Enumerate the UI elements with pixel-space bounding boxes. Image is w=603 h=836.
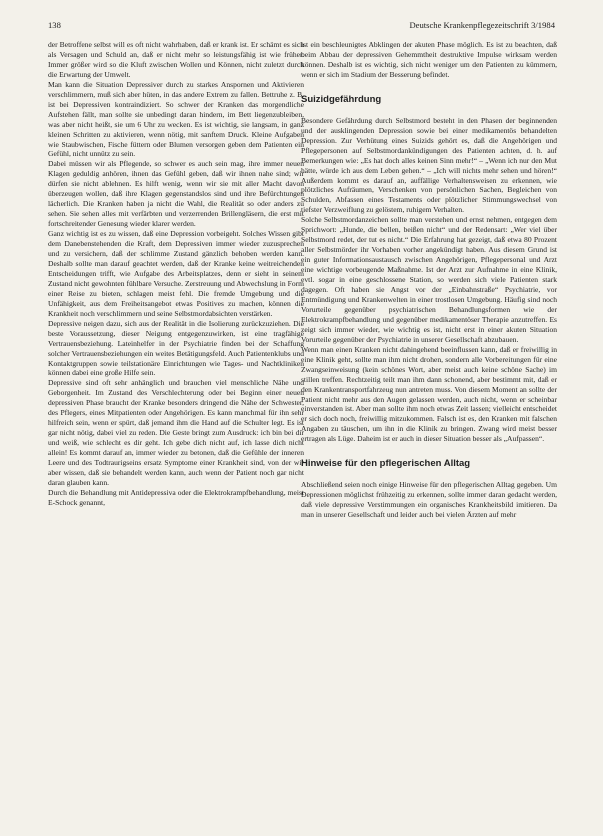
paragraph: Depressive sind oft sehr anhänglich und brauchen viel menschliche Nähe und Geborgenheit. Im Zustand des Verschlechterung oder bei Beginn einer neuen depressiven Phase braucht der Kranke besonders dringend die Nähe der Schwester, des Pflegers, eines Mitpatienten oder Angehörigen. Es kann manchmal für ihn sehr hilfreich sein, wenn er spürt, daß jemand ihm die Hand auf die Schulter legt. Es ist gar nicht nötig, dabei viel zu reden. Die Geste bringt zum Ausdruck: ich bin bei dir und weiß, wie schlecht es dir geht. Ich gebe dich nicht auf, ich lasse dich nicht allein! Es kommt darauf an, immer wieder zu betonen, daß die Gefühle der inneren Leere und des Todtraurigseins ersatz Symptome einer Krankheit sind, von der wir aber wissen, daß sie behandelt werden kann, auch wenn der Patient noch gar nicht daran glauben kann. — [48, 378, 304, 487]
paragraph: Solche Selbstmordanzeichen sollte man verstehen und ernst nehmen, entgegen dem Sprichwort: „Hunde, die bellen, beißen nicht“ und der Redensart: „Wer viel über Selbstmord redet, der tut es nicht.“ Die Erfahrung hat gezeigt, daß etwa 80 Prozent aller Selbstmörder ihr Vorhaben vorher angekündigt haben. Aus diesem Grund ist ein guter Informationsaustausch zwischen Angehörigen, Pflegepersonal und Arzt eine wichtige vorbeugende Maßnahme. Ist der Arzt zur Aufnahme in eine Klinik, evtl. sogar in eine geschlossene Station, so werden sich viele Patienten stark dagegen. Oft haben sie Angst vor der „Einbahnstraße“ Psychiatrie, vor Entmündigung und Krankenwelten in einer trostlosen Umgebung. Häufig sind noch Vorurteile gegenüber psychiatrischen Behandlungsformen wie der Elektrokrampfbehandlung und gegenüber medikamentöser Therapie anzutreffen. Es zeigt sich immer wieder, wie wichtig es ist, nicht erst in einer akuten Situation Vorurteile gegenüber der Psychiatrie in unserer Gesellschaft abzubauen. — [301, 215, 557, 344]
paragraph: Man kann die Situation Depressiver durch zu starkes Anspornen und Aktivieren verschlimmern, muß sich aber hüten, in das andere Extrem zu fallen. Bettruhe z. B. ist bei Depressiven kontraindiziert. So schwer der Kranken das morgendliche Aufstehen fällt, man sollte sie unbedingt daran hindern, im Bett liegenzubleiben, was aber nicht heißt, sie um 6 Uhr zu wecken. Es ist wichtig, sie langsam, in ganz kleinen Schritten zu aktivieren, wenn nötig, mit sanftem Druck. Kleine Aufgaben wie Staubwischen, Fische füttern oder Blumen versorgen geben dem Patienten ein Gefühl, nicht unnütz zu sein. — [48, 79, 304, 159]
page-number: 138 — [48, 20, 61, 30]
right-column — [301, 40, 557, 520]
page-header — [48, 20, 555, 32]
paragraph: Abschließend seien noch einige Hinweise für den pflegerischen Alltag gegeben. Um Depressionen möglichst frühzeitig zu erkennen, sollte immer daran gedacht werden, daß viele depressive Verstimmungen ein organisches Krankheitsbild imitieren. Da man in unserer Gesellschaft und leider auch bei vielen Ärzten auf mehr — [301, 480, 557, 520]
paragraph: Durch die Behandlung mit Antidepressiva oder die Elektrokrampfbehandlung, meist E-Schock genannt, — [48, 487, 304, 507]
section-heading-care-tips: Hinweise für den pflegerischen Alltag — [301, 458, 471, 470]
paragraph: Besondere Gefährdung durch Selbstmord besteht in den Phasen der beginnenden und der ausklingenden Depression sowie bei einer medikamentös behandelten Depression. Zur Verhütung eines Suizids gehört es, daß die Angehörigen und Pflegepersonen auf Selbstmordankündigungen des Patienten achten, d. h. auf Bemerkungen wie: „Es hat doch alles keinen Sinn mehr!“ – „Wenn ich nur den Mut hätte, würde ich aus dem Leben gehen.“ – „Ich will nichts mehr sehen und hören!“ Außerdem kommt es darauf an, auffällige Verhaltensweisen zu erkennen, wie plötzliches Aufräumen, Verschenken von persönlichen Sachen, Begleichen von Schulden, Abfassen eines Testaments oder plötzlicher Stimmungswechsel von tiefster Verzweiflung zu gelöstem, ruhigem Verhalten. — [301, 115, 557, 215]
paragraph: Ganz wichtig ist es zu wissen, daß eine Depression vorbeigeht. Solches Wissen gibt dem Danebenstehenden die Kraft, dem Depressiven immer wieder zuzusprechen und zu versichern, daß der schlimme Zustand gänzlich behoben werden kann. Deshalb sollte man darauf geachtet werden, daß der Kranke keine weitreichenden Entscheidungen trifft, wie Aufgabe des Arbeitsplatzes, denn er sieht in seinem Zustand nicht gewohnten fühlbare Versuche. Zerstreuung und Abwechslung in Form einer Reise zu bieten, schlagen meist fehl. Die fremde Umgebung und die Unfähigkeit, aus dem Freiheitsangebot etwas Positives zu machen, können die Krankheit noch verschlimmern und seine Selbstmordabsichten verstärken. — [48, 229, 304, 318]
paragraph: Depressive neigen dazu, sich aus der Realität in die Isolierung zurückzuziehen. Die beste Voraussetzung, dieser Neigung entgegenzuwirken, ist eine tragfähige Vertrauensbeziehung. Lateinhelfer in der Psychiatrie finden bei der Schaffung solcher Vertrauensbeziehungen ein weites Betätigungsfeld. Auch Patientenklubs und Kontaktgruppen sowie teilstationäre Einrichtungen wie Tages- und Nachtkliniken können dabei eine große Hilfe sein. — [48, 318, 304, 378]
left-column — [48, 40, 304, 508]
paragraph: Dabei müssen wir als Pflegende, so schwer es auch sein mag, ihre immer neuen Klagen geduldig anhören, ihnen das Gefühl geben, daß wir ihnen nahe sind; wir dürfen sie nicht ablehnen. Es hilft wenig, wenn wir sie mit aller Macht davon überzeugen wollen, daß ihre Klagen gegenstandslos sind und ihre Befürchtungen lächerlich. Die Kranken haben ja nicht die Wahl, die Realität so oder anders zu sehen. Sie sehen alles mit verfärbten und verzerrenden Brillengläsern, die erst mit fortschreitender Genesung wieder klarer werden. — [48, 159, 304, 229]
section-heading-suicide-risk: Suizidgefährdung — [301, 93, 382, 105]
paragraph: ist ein beschleunigtes Abklingen der akuten Phase möglich. Es ist zu beachten, daß beim Abbau der depressiven Gehemmtheit destruktive Impulse wirksam werden können. Deshalb ist es wichtig, sich nicht weniger um den Patienten zu kümmern, wenn er sich im Stadium der Besserung befindet. — [301, 40, 557, 79]
paragraph: Wenn man einen Kranken nicht dahingehend beeinflussen kann, daß er freiwillig in eine Klinik geht, sollte man ihm nicht drohen, sondern alle Vorbereitungen für eine Zwangseinweisung (kein schönes Wort, aber meist auch keine schöne Sache) im stillen treffen. Rechtzeitig teilt man ihm dann schonend, aber bestimmt mit, daß er den Krankentransportfahrzeug nun antreten muss. Von diesem Moment an sollte der Patient nicht mehr aus den Augen gelassen werden, auch nicht, wenn er scheinbar einverstanden ist. Aber man sollte ihm noch etwas Zeit lassen; vielleicht entscheidet er sich doch noch, freiwillig mitzukommen. Falsch ist es, den Kranken mit falschen Angaben zu täuschen, um ihn in die Klinik zu bringen. Zwang wird meist besser ertragen als Lüge. Daheim ist er auch in dieser Situation besser als „Aufpassen“. — [301, 344, 557, 444]
journal-title: Deutsche Krankenpflegezeitschrift 3/1984 — [409, 20, 555, 30]
paragraph: der Betroffene selbst will es oft nicht wahrhaben, daß er krank ist. Er schämt es sich als Versagen und Schuld an, daß er nicht mehr so leistungsfähig ist wie früher. Immer größer wird so die Kluft zwischen Wollen und Können, nicht zuletzt durch die Erwartung der Umwelt. — [48, 40, 304, 79]
